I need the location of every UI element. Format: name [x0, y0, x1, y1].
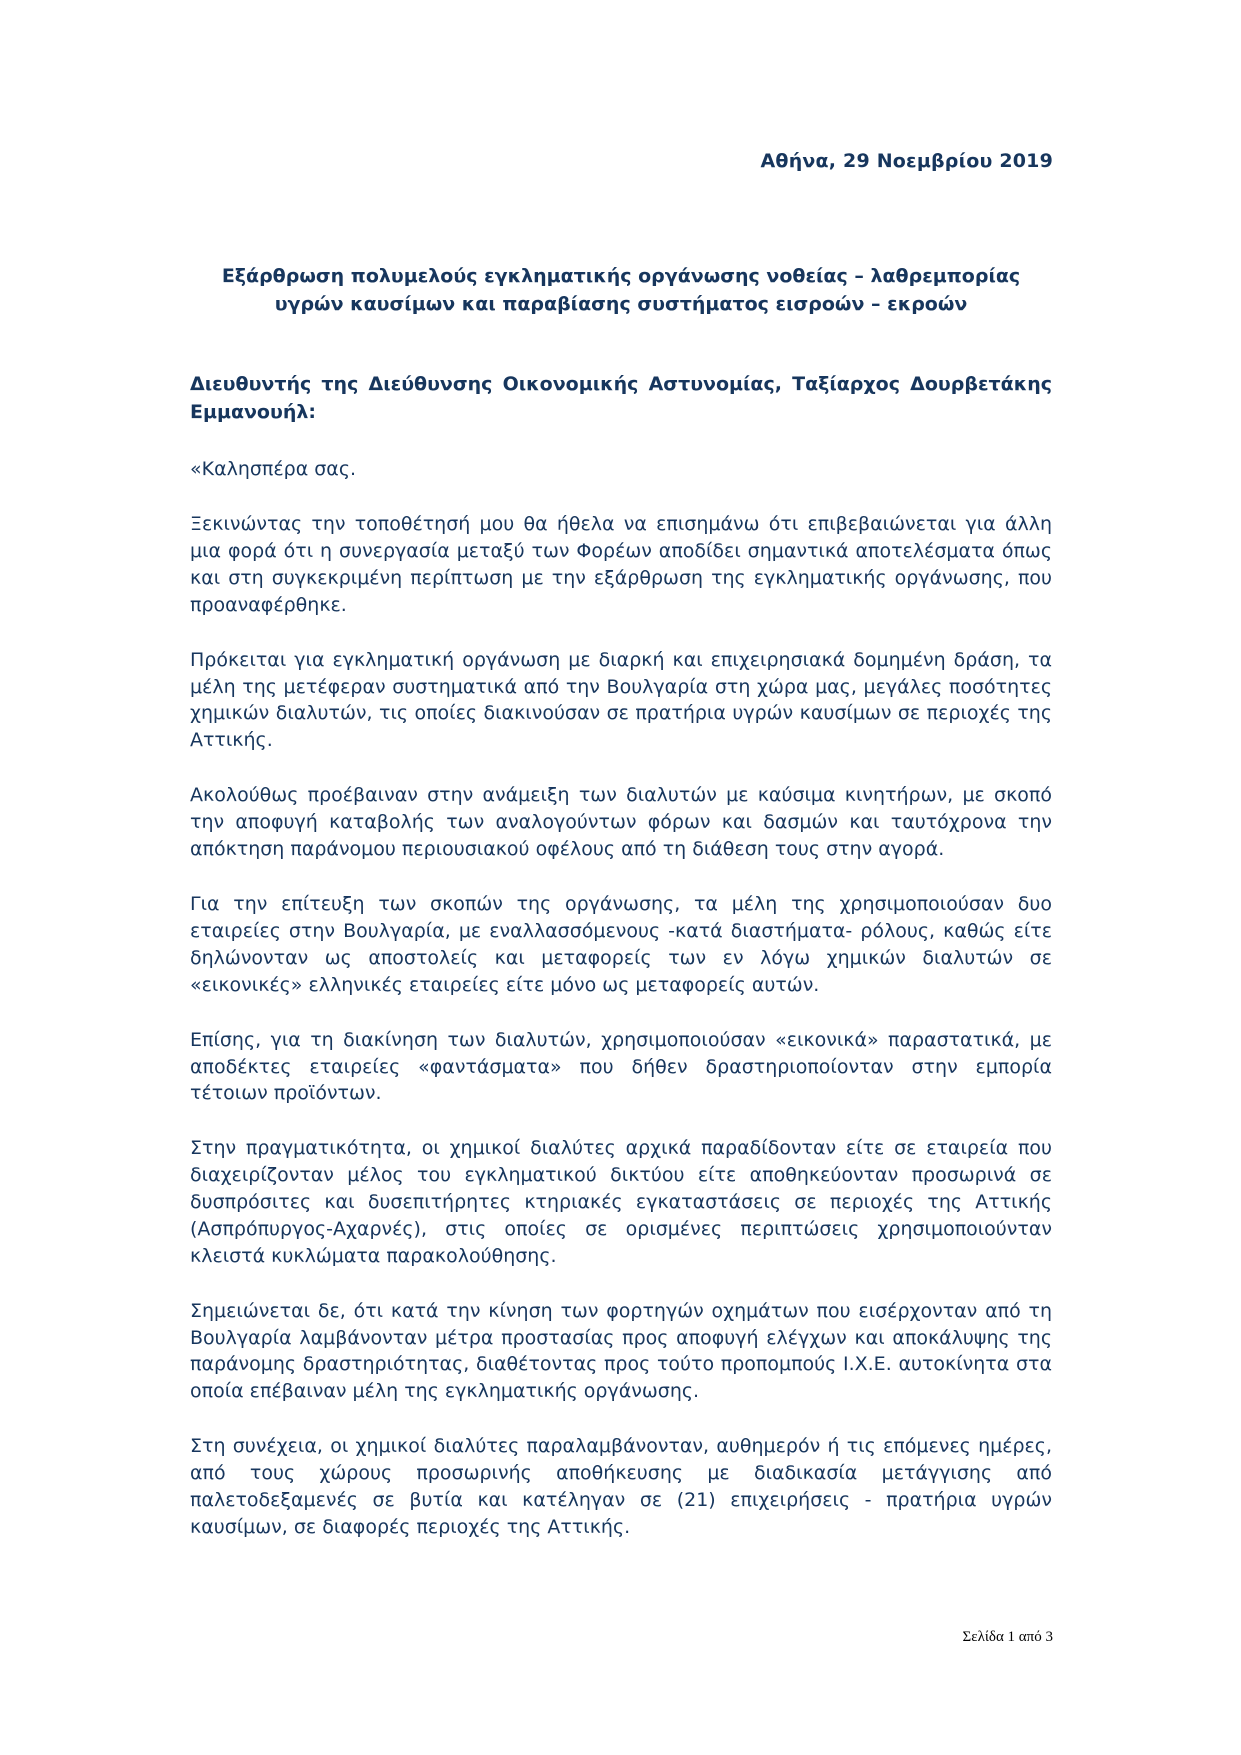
paragraph: Πρόκειται για εγκληματική οργάνωση με διαρκή και επιχειρησιακά δομημένη δράση, τα μέλη της μετέφεραν συστηματικά από την Βουλγαρία στη χώρα μας, μεγάλες ποσότητες χημικών διαλυτών, τις οποίες διακινούσαν σε πρατήρια υγρών καυσίμων σε περιοχές της Αττικής. [190, 648, 1052, 752]
paragraph: Ξεκινώντας την τοποθέτησή μου θα ήθελα να επισημάνω ότι επιβεβαιώνεται για άλλη μια φορά ότι η συνεργασία μεταξύ των Φορέων αποδίδει σημαντικά αποτελέσματα όπως και στη συγκεκριμένη περίπτωση με την εξάρθρωση της εγκληματικής οργάνωσης, που προαναφέρθηκε. [190, 513, 1052, 616]
paragraph: Ακολούθως προέβαιναν στην ανάμειξη των διαλυτών με καύσιμα κινητήρων, με σκοπό την αποφυγή καταβολής των αναλογούντων φόρων και δασμών και ταυτόχρονα την απόκτηση παράνομου περιουσιακού οφέλους από τη διάθεση τους στην αγορά. [190, 784, 1052, 860]
paragraph: Στην πραγματικότητα, οι χημικοί διαλύτες αρχικά παραδίδονταν είτε σε εταιρεία που διαχειρίζονταν μέλος του εγκληματικού δικτύου είτε αποθηκεύονταν προσωρινά σε δυσπρόσιτες και δυσεπιτήρητες κτηριακές εγκαταστάσεις σε περιοχές της Αττικής (Ασπρόπυργος-Αχαρνές), στις οποίες σε ορισμένες περιπτώσεις χρησιμοποιούνταν κλειστά κυκλώματα παρακολούθησης. [190, 1137, 1052, 1267]
speaker-heading: Διευθυντής της Διεύθυνσης Οικονομικής Αστυνομίας, Ταξίαρχος Δουρβετάκης Εμμανουήλ: [190, 373, 1052, 423]
page-number: Σελίδα 1 από 3 [962, 1629, 1053, 1645]
paragraph: Σημειώνεται δε, ότι κατά την κίνηση των φορτηγών οχημάτων που εισέρχονταν από τη Βουλγαρία λαμβάνονταν μέτρα προστασίας προς αποφυγή ελέγχων και αποκάλυψης της παράνομης δραστηριότητας, διαθέτοντας προς τούτο προπομπούς Ι.Χ.Ε. αυτοκίνητα στα οποία επέβαιναν μέλη της εγκληματικής οργάνωσης. [190, 1299, 1052, 1403]
document-body [190, 370, 1052, 1569]
paragraph: Για την επίτευξη των σκοπών της οργάνωσης, τα μέλη της χρησιμοποιούσαν δυο εταιρείες στην Βουλγαρία, με εναλλασσόμενους -κατά διαστήματα- ρόλους, καθώς είτε δηλώνονταν ως αποστολείς και μεταφορείς των εν λόγω χημικών διαλυτών σε «εικονικές» ελληνικές εταιρείες είτε μόνο ως μεταφορείς αυτών. [190, 893, 1052, 996]
paragraph: Επίσης, για τη διακίνηση των διαλυτών, χρησιμοποιούσαν «εικονικά» παραστατικά, με αποδέκτες εταιρείες «φαντάσματα» που δήθεν δραστηριοποίονταν στην εμπορία τέτοιων προϊόντων. [190, 1028, 1052, 1105]
document-title [190, 262, 1052, 318]
title-line: Εξάρθρωση πολυμελούς εγκληματικής οργάνωσης νοθείας – λαθρεμπορίας [221, 265, 1021, 287]
paragraph: Στη συνέχεια, οι χημικοί διαλύτες παραλαμβάνονταν, αυθημερόν ή τις επόμενες ημέρες, από τους χώρους προσωρινής αποθήκευσης με διαδικασία μετάγγισης από παλετοδεξαμενές σε βυτία και κατέληγαν σε (21) επιχειρήσεις - πρατήρια υγρών καυσίμων, σε διαφορές περιοχές της Αττικής. [190, 1435, 1052, 1538]
paragraph: «Καλησπέρα σας. [190, 458, 357, 480]
title-line: υγρών καυσίμων και παραβίασης συστήματος εισροών – εκροών [274, 293, 968, 315]
document-date: Αθήνα, 29 Νοεμβρίου 2019 [760, 150, 1053, 172]
